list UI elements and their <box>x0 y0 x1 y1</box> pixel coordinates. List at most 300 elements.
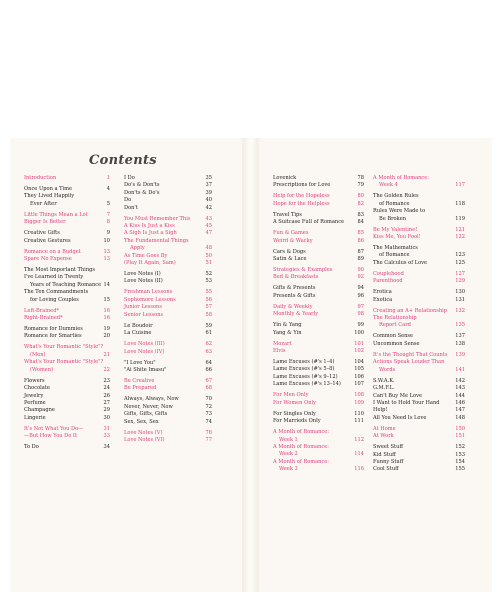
toc-entry-page-number: 121 <box>455 226 465 233</box>
toc-entry-page-number: 23 <box>103 377 110 384</box>
toc-entry <box>273 201 364 208</box>
toc-entry <box>24 333 110 340</box>
toc-entry-page-number: 100 <box>354 329 364 336</box>
toc-entry-page-number: 26 <box>103 392 110 399</box>
toc-entry-page-number: 109 <box>354 399 364 406</box>
toc-entry-title: Apply <box>130 245 145 252</box>
toc-entry <box>273 348 364 355</box>
toc-entry-page-number: 13 <box>103 256 110 263</box>
toc-entry-title: Gifts, Gifts, Gifts <box>124 411 168 418</box>
toc-entry-title: For Singles Only <box>273 410 316 417</box>
toc-entry <box>273 330 364 337</box>
toc-entry <box>124 404 212 411</box>
toc-entry-title: For Women Only <box>273 399 317 406</box>
toc-entry-title: It's the Thought That Counts <box>373 351 448 358</box>
toc-entry-page-number: 105 <box>354 366 364 373</box>
toc-entry <box>273 366 364 373</box>
toc-entry-title: "I Love You" <box>124 359 156 366</box>
toc-entry <box>373 426 465 433</box>
toc-entry-title: Romance on a Budget <box>24 248 81 255</box>
toc-entry <box>124 419 212 426</box>
toc-entry <box>273 322 364 329</box>
toc-entry-title: Can't Buy Me Love <box>373 392 422 399</box>
toc-entry-title: Report Card <box>379 322 411 329</box>
toc-entry <box>273 267 364 274</box>
toc-entry-page-number: 150 <box>455 425 465 432</box>
toc-entry <box>373 234 465 241</box>
toc-entry <box>373 400 465 407</box>
toc-entry-page-number: 155 <box>455 466 465 473</box>
toc-entry-title: Right-Brained* <box>24 315 63 322</box>
toc-entry <box>273 249 364 256</box>
toc-entry-title: A Month of Romance: <box>273 429 330 436</box>
toc-entry-title: A Month of Romance: <box>373 175 430 181</box>
toc-entry <box>273 238 364 245</box>
toc-entry <box>124 216 212 223</box>
toc-entry-title: Lovenick <box>273 175 297 181</box>
toc-entry-page-number: 35 <box>205 175 212 181</box>
toc-entry-title: Lame Excuses (#'s 5–8) <box>273 366 335 373</box>
toc-entry <box>24 326 110 333</box>
toc-entry <box>373 393 465 400</box>
toc-entry-title: Perfume <box>24 399 46 406</box>
toc-entry-page-number: 78 <box>357 175 364 181</box>
toc-entry <box>124 437 212 444</box>
toc-entry-title: Cars & Dogs <box>273 248 306 255</box>
toc-entry-title: Lame Excuses (#'s 13–14) <box>273 381 341 388</box>
toc-entry <box>124 253 212 260</box>
toc-entry-page-number: 142 <box>455 377 465 384</box>
toc-entry <box>373 407 465 414</box>
toc-entry-page-number: 21 <box>103 351 110 358</box>
toc-entry-page-number: 77 <box>205 436 212 443</box>
toc-entry-page-number: 50 <box>205 252 212 259</box>
toc-entry <box>373 359 465 366</box>
toc-entry <box>273 459 364 466</box>
toc-entry <box>124 323 212 330</box>
toc-entry <box>373 297 465 304</box>
toc-entry-page-number: 131 <box>455 296 465 303</box>
toc-entry-page-number: 8 <box>106 219 110 226</box>
toc-entry-page-number: 148 <box>455 414 465 421</box>
toc-entry-title: Spare No Expense <box>24 256 72 263</box>
toc-entry-title: Little Things Mean a Lot <box>24 211 88 218</box>
toc-entry-title: For Marrieds Only <box>273 418 321 425</box>
toc-entry-title: Weird & Wacky <box>273 237 313 244</box>
toc-entry-title: To Do <box>24 444 39 451</box>
toc-entry-page-number: 55 <box>205 289 212 296</box>
toc-entry <box>373 227 465 234</box>
toc-entry <box>273 293 364 300</box>
toc-entry-title: Chocolate <box>24 385 50 392</box>
toc-entry-page-number: 127 <box>455 270 465 277</box>
toc-entry-page-number: 34 <box>103 444 110 451</box>
toc-entry <box>273 304 364 311</box>
toc-entry-title: Monthly & Yearly <box>273 311 319 318</box>
toc-entry <box>124 411 212 418</box>
toc-entry <box>124 190 212 197</box>
toc-entry-title: A Sigh Is Just a Sigh <box>124 230 177 237</box>
toc-entry-page-number: 9 <box>106 230 110 237</box>
toc-entry <box>124 367 212 374</box>
toc-column-4 <box>373 175 465 474</box>
toc-entry-page-number: 4 <box>106 186 110 192</box>
toc-entry <box>273 219 364 226</box>
toc-entry-title: Always, Always, Now <box>124 396 179 403</box>
toc-entry-title: Hope for the Helpless <box>273 200 330 207</box>
toc-entry <box>373 260 465 267</box>
toc-entry <box>373 201 465 208</box>
toc-entry-page-number: 87 <box>357 248 364 255</box>
toc-entry <box>273 444 364 451</box>
toc-entry-page-number: 16 <box>103 307 110 314</box>
toc-entry-page-number: 61 <box>205 330 212 337</box>
toc-entry <box>273 311 364 318</box>
toc-entry-title: All You Need Is Love <box>373 414 427 421</box>
toc-entry-title: Love Notes (VI) <box>124 436 165 443</box>
toc-entry-page-number: 147 <box>455 407 465 414</box>
toc-entry <box>24 400 110 407</box>
toc-entry-title: Couplehood <box>373 270 404 277</box>
toc-entry <box>373 315 465 322</box>
toc-entry-page-number: 125 <box>455 259 465 266</box>
toc-entry-page-number: 104 <box>354 359 364 366</box>
toc-entry <box>24 256 110 263</box>
toc-entry-title: Junior Lessons <box>124 304 162 311</box>
toc-entry <box>273 437 364 444</box>
toc-entry-title: G.M.F.L. <box>373 385 395 392</box>
toc-entry-title: As Time Goes By <box>124 252 168 259</box>
toc-entry-page-number: 101 <box>354 340 364 347</box>
toc-entry-page-number: 47 <box>205 230 212 237</box>
toc-entry-title: Romance for Dummies <box>24 326 83 333</box>
toc-entry-title: Introduction <box>24 175 57 181</box>
toc-entry-page-number: 114 <box>354 451 364 458</box>
toc-entry-page-number: 151 <box>455 433 465 440</box>
toc-entry <box>373 433 465 440</box>
toc-entry <box>124 175 212 182</box>
toc-entry <box>373 252 465 259</box>
toc-entry-page-number: 72 <box>205 403 212 410</box>
contents-title: Contents <box>89 153 157 168</box>
toc-entry <box>124 360 212 367</box>
toc-entry <box>373 378 465 385</box>
toc-entry-title: A Suitcase Full of Romance <box>273 219 345 226</box>
toc-entry-title: Be Creative <box>124 377 155 384</box>
toc-column-3 <box>273 175 364 474</box>
toc-entry <box>124 304 212 311</box>
toc-entry <box>124 430 212 437</box>
toc-entry-page-number: 15 <box>103 296 110 303</box>
toc-entry-title: of Romance <box>379 200 410 207</box>
toc-entry-title: Funny Stuff <box>373 458 404 465</box>
toc-entry-title: Love Notes (V) <box>124 429 163 436</box>
toc-entry-page-number: 43 <box>205 215 212 222</box>
toc-entry-page-number: 97 <box>357 303 364 310</box>
toc-entry <box>124 245 212 252</box>
toc-entry-title: You Must Remember This <box>124 215 191 222</box>
toc-entry-page-number: 68 <box>205 385 212 392</box>
toc-entry-title: Daily & Weekly <box>273 303 313 310</box>
toc-entry <box>273 429 364 436</box>
toc-entry-page-number: 70 <box>205 396 212 403</box>
toc-entry-title: A Kiss Is Just a Kiss <box>124 223 175 230</box>
toc-entry-title: Prescriptions for Love <box>273 182 331 189</box>
toc-entry <box>273 392 364 399</box>
toc-entry <box>24 385 110 392</box>
toc-entry <box>273 182 364 189</box>
toc-entry-title: Travel Tips <box>273 211 302 218</box>
toc-entry-page-number: 1 <box>106 175 110 181</box>
toc-entry-title: The Mathematics <box>373 245 418 252</box>
toc-entry-page-number: 89 <box>357 256 364 263</box>
toc-entry <box>273 451 364 458</box>
toc-entry-title: Creative Gifts <box>24 230 60 237</box>
toc-entry <box>124 278 212 285</box>
toc-entry-page-number: 29 <box>103 407 110 414</box>
toc-entry-title: Do's & Don'ts <box>124 182 160 189</box>
toc-entry <box>24 444 110 451</box>
toc-entry-title: What's Your Romantic "Style"? <box>24 344 104 351</box>
toc-entry-title: Erotica <box>373 289 392 296</box>
toc-entry <box>124 289 212 296</box>
toc-entry-title: A Month of Romance: <box>273 443 330 450</box>
toc-entry-title: Jewelry <box>24 392 44 399</box>
toc-entry-page-number: 85 <box>357 230 364 237</box>
toc-entry <box>373 444 465 451</box>
toc-entry <box>373 271 465 278</box>
toc-entry-title: Uncommon Sense <box>373 340 420 347</box>
toc-entry-page-number: 83 <box>357 211 364 218</box>
toc-entry <box>273 212 364 219</box>
toc-entry-page-number: 122 <box>455 234 465 241</box>
toc-entry-page-number: 56 <box>205 296 212 303</box>
toc-entry-page-number: 42 <box>205 204 212 211</box>
toc-entry-page-number: 98 <box>357 311 364 318</box>
toc-entry-page-number: 153 <box>455 451 465 458</box>
toc-entry-page-number: 96 <box>357 292 364 299</box>
toc-entry-title: Creating an A+ Relationship <box>373 307 448 314</box>
toc-entry-title: I've Learned in Twenty <box>24 274 84 281</box>
toc-entry <box>373 367 465 374</box>
toc-entry <box>124 205 212 212</box>
toc-entry-page-number: 31 <box>103 425 110 432</box>
toc-entry-page-number: 37 <box>205 182 212 189</box>
toc-entry-page-number: 27 <box>103 399 110 406</box>
toc-entry-title: The Most Important Things <box>24 267 95 274</box>
toc-entry <box>273 274 364 281</box>
toc-entry <box>124 341 212 348</box>
toc-entry-page-number: 14 <box>103 281 110 288</box>
toc-entry <box>273 193 364 200</box>
toc-entry-page-number: 86 <box>357 237 364 244</box>
toc-entry-page-number: 107 <box>354 381 364 388</box>
toc-entry-title: Bed & Breakfasts <box>273 274 319 281</box>
toc-entry <box>373 308 465 315</box>
toc-entry <box>273 411 364 418</box>
toc-entry <box>124 230 212 237</box>
toc-entry-page-number: 154 <box>455 458 465 465</box>
toc-entry-page-number: 58 <box>205 311 212 318</box>
toc-entry-title: Love Notes (I) <box>124 271 161 278</box>
toc-entry-title: What's Your Romantic "Style"? <box>24 359 104 366</box>
toc-entry-title: Yin & Yang <box>273 322 302 329</box>
toc-entry-page-number: 102 <box>354 348 364 355</box>
toc-entry-title: Don'ts & Do's <box>124 189 160 196</box>
toc-entry-page-number: 7 <box>106 211 110 218</box>
toc-entry <box>124 312 212 319</box>
toc-entry-title: Gifts & Presents <box>273 285 316 292</box>
toc-entry-page-number: 90 <box>357 267 364 274</box>
toc-entry <box>24 175 110 182</box>
toc-entry-title: Left-Brained* <box>24 307 59 314</box>
toc-entry-title: Senior Lessons <box>124 311 164 318</box>
toc-entry <box>373 175 465 182</box>
toc-entry-page-number: 30 <box>103 414 110 421</box>
toc-entry-title: Rules Were Made to <box>373 208 426 215</box>
toc-entry-page-number: 16 <box>103 315 110 322</box>
toc-entry <box>373 216 465 223</box>
toc-entry <box>24 267 110 274</box>
toc-entry-page-number: 137 <box>455 333 465 340</box>
toc-entry <box>24 315 110 322</box>
toc-entry <box>24 308 110 315</box>
toc-entry-page-number: 123 <box>455 252 465 259</box>
toc-entry <box>24 219 110 226</box>
toc-entry <box>24 393 110 400</box>
toc-entry-title: Elvis <box>273 348 286 355</box>
toc-entry-page-number: 144 <box>455 392 465 399</box>
toc-entry <box>273 285 364 292</box>
toc-entry-page-number: 152 <box>455 444 465 451</box>
toc-entry-page-number: 66 <box>205 366 212 373</box>
toc-entry <box>24 186 110 193</box>
toc-entry-title: Week 4 <box>379 182 398 189</box>
toc-entry <box>373 352 465 359</box>
toc-entry-title: Love Notes (II) <box>124 278 163 285</box>
toc-entry <box>24 289 110 296</box>
toc-entry-title: La Cuisine <box>124 330 152 337</box>
toc-entry <box>24 415 110 422</box>
toc-entry-page-number: 119 <box>455 215 465 222</box>
toc-entry-title: Ever After <box>30 200 57 207</box>
toc-entry <box>373 341 465 348</box>
toc-entry-title: I Want to Hold Your Hand <box>373 399 440 406</box>
toc-entry-page-number: 73 <box>205 411 212 418</box>
toc-entry <box>124 378 212 385</box>
toc-entry-title: Week 2 <box>279 451 298 458</box>
toc-entry <box>24 282 110 289</box>
toc-entry <box>373 182 465 189</box>
toc-entry-page-number: 52 <box>205 271 212 278</box>
toc-entry-title: Sex, Sex, Sex <box>124 418 159 425</box>
toc-entry <box>373 278 465 285</box>
toc-entry <box>273 400 364 407</box>
toc-entry-page-number: 53 <box>205 278 212 285</box>
toc-entry-page-number: 111 <box>354 418 364 425</box>
toc-entry-title: Lingerie <box>24 414 46 421</box>
toc-entry <box>24 274 110 281</box>
toc-entry-title: At Work <box>373 433 394 440</box>
toc-entry-page-number: 132 <box>455 307 465 314</box>
toc-entry-title: —But How You Do It <box>24 433 77 440</box>
toc-entry-title: Sweet Stuff <box>373 444 403 451</box>
toc-entry <box>373 208 465 215</box>
toc-entry-page-number: 108 <box>354 392 364 399</box>
toc-entry-title: For Men Only <box>273 392 309 399</box>
toc-entry-title: Kid Stuff <box>373 451 396 458</box>
toc-entry-page-number: 82 <box>357 200 364 207</box>
toc-entry <box>273 175 364 182</box>
toc-entry <box>124 385 212 392</box>
toc-column-2 <box>124 175 212 444</box>
toc-entry-title: Week 1 <box>279 436 298 443</box>
toc-entry-title: Freshman Lessons <box>124 289 173 296</box>
toc-entry-title: Flowers <box>24 377 45 384</box>
toc-entry-page-number: 130 <box>455 289 465 296</box>
toc-entry-page-number: 39 <box>205 189 212 196</box>
toc-entry-page-number: 79 <box>357 182 364 189</box>
toc-entry-page-number: 80 <box>357 193 364 200</box>
toc-entry-title: The Calculus of Love <box>373 259 428 266</box>
toc-entry-title: The Ten Commandments <box>24 289 89 296</box>
toc-entry-title: Mozart <box>273 340 292 347</box>
toc-entry-title: Do <box>124 197 132 204</box>
toc-entry-page-number: 135 <box>455 322 465 329</box>
toc-entry <box>24 201 110 208</box>
toc-entry <box>24 367 110 374</box>
toc-entry-page-number: 48 <box>205 245 212 252</box>
toc-entry-title: They Lived Happily <box>24 193 75 200</box>
toc-entry-title: Champagne <box>24 407 55 414</box>
toc-entry-title: Love Notes (III) <box>124 341 165 348</box>
toc-entry <box>273 381 364 388</box>
toc-entry-page-number: 74 <box>205 418 212 425</box>
toc-column-1 <box>24 175 110 452</box>
toc-entry-page-number: 40 <box>205 197 212 204</box>
toc-entry-title: At Home <box>373 425 396 432</box>
toc-entry <box>273 256 364 263</box>
toc-entry <box>373 193 465 200</box>
toc-entry-title: Week 3 <box>279 466 298 473</box>
toc-entry-title: Be Prepared <box>124 385 157 392</box>
toc-entry <box>24 407 110 414</box>
toc-entry-page-number: 19 <box>103 326 110 333</box>
toc-entry-page-number: 138 <box>455 340 465 347</box>
toc-entry-page-number: 143 <box>455 385 465 392</box>
toc-entry-page-number: 33 <box>103 433 110 440</box>
toc-entry-title: (Play It Again, Sam) <box>124 260 176 267</box>
toc-entry-title: Love Notes (IV) <box>124 348 165 355</box>
toc-entry-title: Kiss Me, You Fool! <box>373 234 421 241</box>
toc-entry-page-number: 112 <box>354 436 364 443</box>
toc-entry <box>24 378 110 385</box>
toc-entry-page-number: 22 <box>103 366 110 373</box>
toc-entry <box>24 359 110 366</box>
toc-entry-title: Presents & Gifts <box>273 292 316 299</box>
toc-entry <box>24 238 110 245</box>
toc-entry-title: The Golden Rules <box>373 193 419 200</box>
toc-entry <box>373 289 465 296</box>
toc-entry-title: Actions Speak Louder Than <box>373 359 445 366</box>
toc-entry-title: Don't <box>124 204 138 211</box>
toc-entry-page-number: 146 <box>455 399 465 406</box>
toc-entry-title: I Do <box>124 175 135 181</box>
toc-entry-page-number: 76 <box>205 429 212 436</box>
toc-entry-title: A Month of Romance: <box>273 458 330 465</box>
toc-entry-title: of Romance <box>379 252 410 259</box>
toc-entry-page-number: 13 <box>103 248 110 255</box>
